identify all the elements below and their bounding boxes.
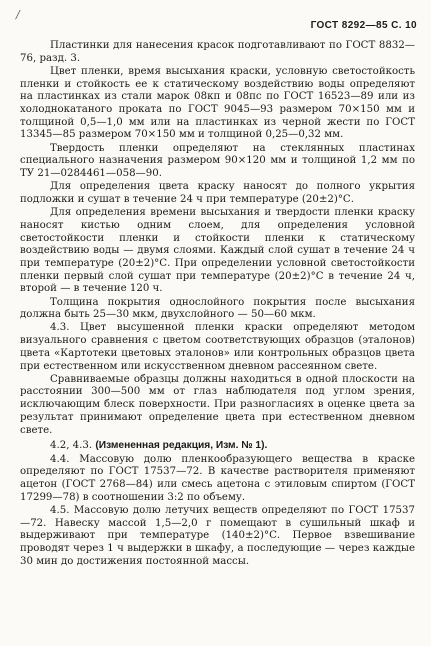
- paragraph: Твердость пленки определяют на стеклянных пластинах специального назначения размером 90×120 мм и толщиной 1,2 мм по ТУ 21—0284461—058—90.: [20, 142, 415, 180]
- standard-header: ГОСТ 8292—85 С. 10: [310, 20, 417, 31]
- paragraph: 4.5. Массовую долю летучих веществ определяют по ГОСТ 17537—72. Навеску массой 1,5—2,0 г помещают в сушильный шкаф и выдерживают при температуре (140±2)°С. Первое взвешивание проводят через 1 ч выдержки в шкафу, а последующие — через каждые 30 мин до достижения постоянной массы.: [20, 504, 415, 567]
- amendment-bold: (Измененная редакция, Изм. № 1).: [95, 440, 268, 452]
- page-mark: /: [16, 8, 20, 21]
- paragraph: 4.3. Цвет высушенной пленки краски определяют методом визуального сравнения с цветом соответствующих образцов (эталонов) цвета «Картотеки цветовых эталонов» или контрольных образцов цвета при естественном или искусственном дневном рассеянном свете.: [20, 322, 415, 372]
- paragraph: Для определения цвета краску наносят до полного укрытия подложки и сушат в течение 24 ч при температуре (20±2)°С.: [20, 181, 415, 205]
- paragraph: Сравниваемые образцы должны находиться в одной плоскости на расстоянии 300—500 мм от глаз наблюдателя под углом зрения, исключающим блеск поверхности. При разногласиях в оценке цвета за результат принимают определение цвета при естественном дневном свете.: [20, 373, 415, 436]
- paragraph: Для определения времени высыхания и твердости пленки краску наносят кистью одним слоем, для определения условной светостойкости пленки и стойкости пленки к статическому воздействию воды — двумя слоями. Каждый слой сушат в течение 24 ч при температуре (20±2)°С. При определении условной светостойкости пленки первый слой сушат при температуре (20±2)°С в течение 24 ч, второй — в течение 120 ч.: [20, 207, 415, 295]
- paragraph: Толщина покрытия однослойного покрытия после высыхания должна быть 25—30 мкм, двухслойного — 50—60 мкм.: [20, 296, 415, 321]
- amendment-note: [20, 440, 415, 453]
- amendment-prefix: 4.2, 4.3.: [50, 440, 96, 452]
- paragraph: Пластинки для нанесения красок подготавливают по ГОСТ 8832—76, разд. 3.: [20, 40, 415, 64]
- paragraph: 4.4. Массовую долю пленкообразующего вещества в краске определяют по ГОСТ 17537—72. В качестве растворителя применяют ацетон (ГОСТ 2768—84) или смесь ацетона с этиловым спиртом (ГОСТ 17299—78) в соотношении 3:2 по объему.: [20, 453, 415, 503]
- document-body: [20, 40, 415, 569]
- paragraph: Цвет пленки, время высыхания краски, условную светостойкость пленки и стойкость ее к статическому воздействию воды определяют на пластинках из стали марок 08кп и 08пс по ГОСТ 16523—89 или из холоднокатаного проката по ГОСТ 9045—93 размером 70×150 мм и толщиной 0,5—1,0 мм или на пластинках из черной жести по ГОСТ 13345—85 размером 70×150 мм и толщиной 0,25—0,32 мм.: [20, 65, 415, 141]
